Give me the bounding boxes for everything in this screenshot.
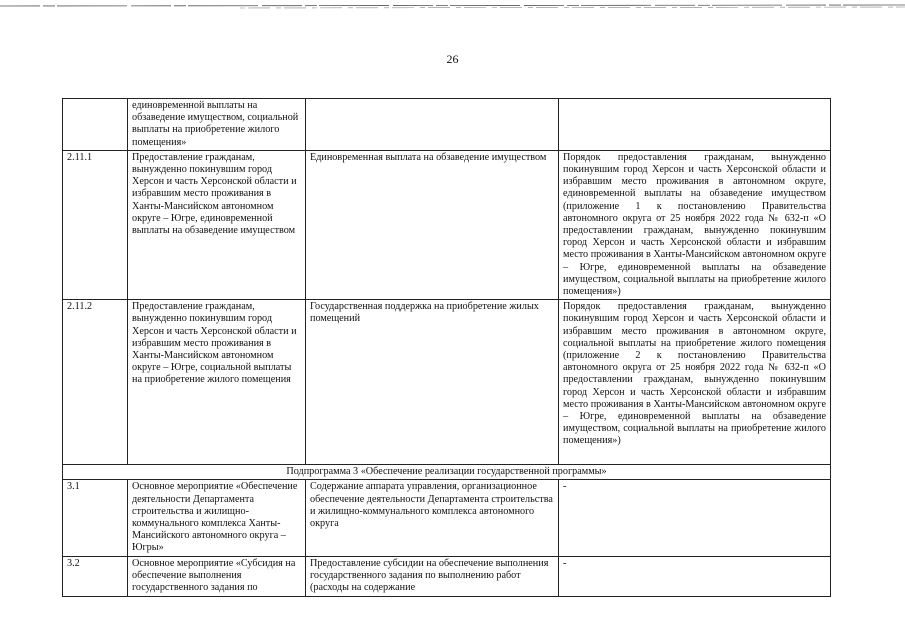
page-number: 26 xyxy=(446,52,459,66)
measure-name: единовременной выплаты на обзаведение имуществом, социальной выплаты на приобретение жилого помещения» xyxy=(128,99,306,151)
table-row xyxy=(63,300,831,465)
measure-content: Единовременная выплата на обзаведение имуществом xyxy=(306,150,559,299)
row-number xyxy=(63,99,128,151)
measure-name: Предоставление гражданам, вынужденно покинувшим город Херсон и часть Херсонской области и избравшим место проживания в Ханты-Мансийском автономном округе – Югре, единовременной выплаты на обзаведение имуществом xyxy=(128,150,306,299)
measure-content: Предоставление субсидии на обеспечение выполнения государственного задания по выполнению работ (расходы на содержание xyxy=(306,556,559,596)
table-row xyxy=(63,150,831,299)
measure-content: Содержание аппарата управления, организационное обеспечение деятельности Департамента строительства и жилищно-коммунального комплекса автономного округа xyxy=(306,480,559,556)
measure-content: Государственная поддержка на приобретение жилых помещений xyxy=(306,300,559,465)
row-number: 3.1 xyxy=(63,480,128,556)
measure-name: Предоставление гражданам, вынужденно покинувшим город Херсон и часть Херсонской области и избравшим место проживания в Ханты-Мансийском автономном округе – Югре, социальной выплаты на приобретение жилого помещения xyxy=(128,300,306,465)
regulatory-document: - xyxy=(559,480,831,556)
row-number: 3.2 xyxy=(63,556,128,596)
table-row xyxy=(63,480,831,556)
scan-edge-artifact xyxy=(0,0,905,20)
subprogram-header-row xyxy=(63,465,831,480)
measure-name: Основное мероприятие «Субсидия на обеспечение выполнения государственного задания по xyxy=(128,556,306,596)
row-number: 2.11.1 xyxy=(63,150,128,299)
row-number: 2.11.2 xyxy=(63,300,128,465)
table-row xyxy=(63,99,831,151)
measure-name: Основное мероприятие «Обеспечение деятельности Департамента строительства и жилищно-коммунального комплекса Ханты-Мансийского автономного округа – Югры» xyxy=(128,480,306,556)
regulatory-document: Порядок предоставления гражданам, вынужденно покинувшим город Херсон и часть Херсонской области и избравшим место проживания в автономном округе, единовременной выплаты на обзаведение имуществом (приложение 1 к постановлению Правительства автономного округа от 25 ноября 2022 года № 632-п «О предоставлении гражданам, вынужденно покинувшим город Херсон и часть Херсонской области и избравшим место проживания в Ханты-Мансийском автономном округе – Югре, единовременной выплаты на обзаведение имуществом, социальной выплаты на приобретение жилого помещения») xyxy=(559,150,831,299)
measure-content xyxy=(306,99,559,151)
regulatory-document: Порядок предоставления гражданам, вынужденно покинувшим город Херсон и часть Херсонской области и избравшим место проживания в автономном округе, социальной выплаты на приобретение жилого помещения (приложение 2 к постановлению Правительства автономного округа от 25 ноября 2022 года № 632-п «О предоставлении гражданам, вынужденно покинувшим город Херсон и часть Херсонской области и избравшим место проживания в Ханты-Мансийском автономном округе – Югре, единовременной выплаты на обзаведение имуществом, социальной выплаты на приобретение жилого помещения») xyxy=(559,300,831,465)
regulatory-document: - xyxy=(559,556,831,596)
regulatory-document xyxy=(559,99,831,151)
subprogram-title: Подпрограмма 3 «Обеспечение реализации государственной программы» xyxy=(63,465,831,480)
measures-table xyxy=(62,98,831,597)
table-row xyxy=(63,556,831,596)
